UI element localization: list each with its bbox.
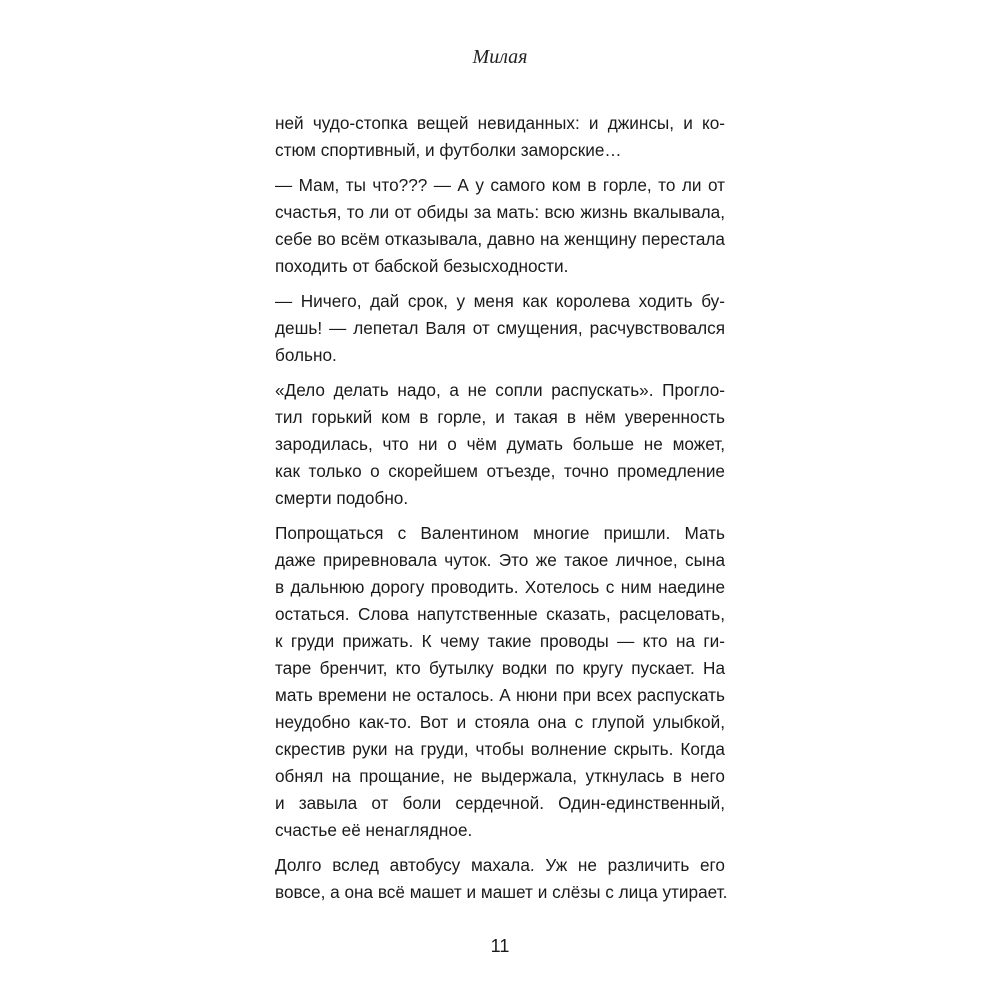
text-line: зародилась, что ни о чём думать больше не может,: [275, 434, 725, 454]
paragraph-4: [275, 377, 725, 512]
text-line: ней чудо-стопка вещей невиданных: и джинсы, и ко-: [275, 113, 725, 133]
text-line: к груди прижать. К чему такие проводы — кто на ги-: [275, 631, 725, 651]
text-line: больно.: [275, 345, 337, 365]
text-line: как только о скорейшем отъезде, точно промедление: [275, 461, 725, 481]
text-line: дешь! — лепетал Валя от смущения, расчувствовался: [275, 318, 725, 338]
text-line: обнял на прощание, не выдержала, уткнулась в него: [275, 766, 725, 786]
paragraph-2: [275, 172, 725, 280]
page-number: 11: [490, 936, 510, 956]
text-line: — Мам, ты что??? — А у самого ком в горле, то ли от: [275, 175, 725, 195]
text-line: мать времени не осталось. А нюни при всех распускать: [275, 685, 725, 705]
text-line: вовсе, а она всё машет и машет и слёзы с лица утирает.: [275, 882, 728, 902]
body-text: [275, 110, 728, 914]
text-line: скрестив руки на груди, чтобы волнение скрыть. Когда: [275, 739, 725, 759]
text-line: счастье её ненаглядное.: [275, 820, 473, 840]
text-line: тил горький ком в горле, и такая в нём уверенность: [275, 407, 725, 427]
text-line: остаться. Слова напутственные сказать, расцеловать,: [275, 604, 725, 624]
text-line: походить от бабской безысходности.: [275, 256, 569, 276]
paragraph-6: [275, 852, 728, 906]
paragraph-3: [275, 288, 725, 369]
text-line: в дальнюю дорогу проводить. Хотелось с ним наедине: [275, 577, 725, 597]
paragraph-1: [275, 110, 725, 164]
text-line: себе во всём отказывала, давно на женщину перестала: [275, 229, 725, 249]
text-line: «Дело делать надо, а не сопли распускать». Прогло-: [275, 380, 725, 400]
text-line: даже приревновала чуток. Это же такое личное, сына: [275, 550, 725, 570]
text-line: — Ничего, дай срок, у меня как королева ходить бу-: [275, 291, 725, 311]
text-line: неудобно как-то. Вот и стояла она с глупой улыбкой,: [275, 712, 725, 732]
text-line: и завыла от боли сердечной. Один-единственный,: [275, 793, 725, 813]
paragraph-5: [275, 520, 725, 844]
text-line: счастья, то ли от обиды за мать: всю жизнь вкалывала,: [275, 202, 725, 222]
running-head: Милая: [472, 46, 528, 68]
text-line: смерти подобно.: [275, 488, 409, 508]
text-line: таре бренчит, кто бутылку водки по кругу пускает. На: [275, 658, 725, 678]
text-line: стюм спортивный, и футболки заморские…: [275, 140, 622, 160]
text-line: Попрощаться с Валентином многие пришли. Мать: [275, 523, 725, 543]
text-line: Долго вслед автобусу махала. Уж не различить его: [275, 855, 725, 875]
